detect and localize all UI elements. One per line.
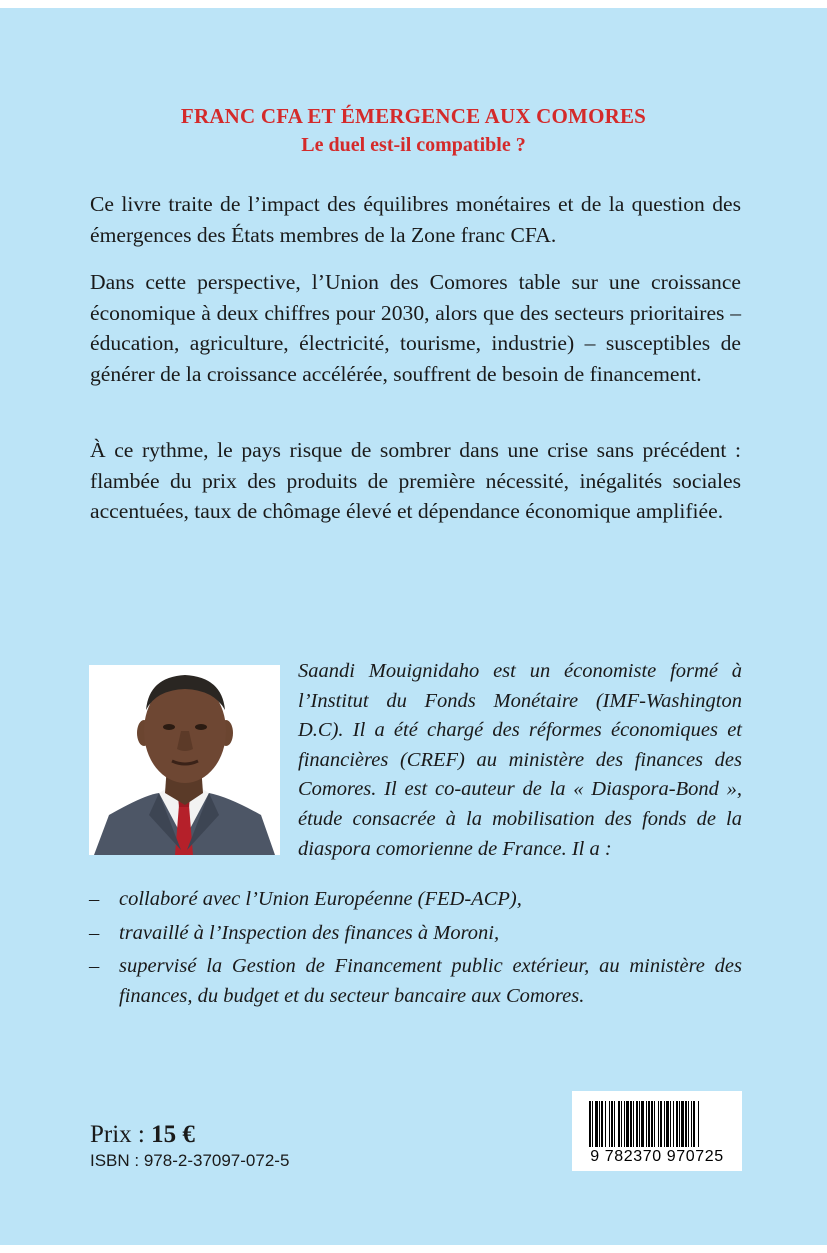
barcode-bar: [698, 1101, 699, 1147]
book-title: FRANC CFA ET ÉMERGENCE AUX COMORES: [180, 104, 647, 128]
barcode-bar: [664, 1101, 665, 1147]
isbn: ISBN : 978-2-37097-072-5: [90, 1151, 290, 1170]
list-item-text: supervisé la Gestion de Financement public extérieur, au ministère des finances, du budget et du secteur bancaire aux Comores.: [119, 955, 742, 1007]
barcode-bar: [691, 1101, 692, 1147]
barcode-bar: [633, 1101, 634, 1147]
book-subtitle: Le duel est-il compatible ?: [301, 134, 526, 156]
barcode-bar: [679, 1101, 680, 1147]
barcode-bar: [605, 1101, 606, 1147]
barcode-bar: [595, 1101, 598, 1147]
list-item: [89, 919, 742, 949]
barcode-bar: [673, 1101, 674, 1147]
back-cover: [0, 8, 827, 1245]
barcode-bar: [670, 1101, 671, 1147]
barcode-bar: [666, 1101, 669, 1147]
barcode-bar: [614, 1101, 615, 1147]
barcode-bar: [660, 1101, 662, 1147]
barcode-bar: [646, 1101, 647, 1147]
barcode-bar: [641, 1101, 644, 1147]
barcode-bar: [681, 1101, 684, 1147]
summary-paragraph-2: Dans cette perspective, l’Union des Comores table sur une croissance économique à deux chiffres pour 2030, alors que des secteurs prioritaires – éducation, agriculture, électricité, tourisme, industrie) – susceptibles de générer de la croissance accélérée, souffrent de besoin de financement.: [90, 270, 741, 386]
price: [90, 1120, 195, 1150]
barcode-bar: [688, 1101, 689, 1147]
author-bio: Saandi Mouignidaho est un économiste formé à l’Institut du Fonds Monétaire (IMF-Washington D.C). Il a été chargé des réformes économiques et financières (CREF) au ministère des finances des Comores. Il est co-auteur de la « Diaspora-Bond », étude consacrée à la mobilisation des fonds de la diaspora comorienne de France. Il a :: [298, 660, 742, 860]
barcode-bar: [621, 1101, 622, 1147]
barcode-bar: [658, 1101, 659, 1147]
barcode-bar: [626, 1101, 629, 1147]
author-achievements-list: [89, 885, 742, 1015]
list-item-text: travaillé à l’Inspection des finances à Moroni,: [119, 921, 500, 944]
summary-paragraph-1: Ce livre traite de l’impact des équilibres monétaires et de la question des émergences des États membres de la Zone franc CFA.: [90, 192, 741, 247]
author-portrait: [89, 665, 280, 855]
barcode: [572, 1091, 742, 1171]
barcode-bar: [676, 1101, 678, 1147]
barcode-bar: [636, 1101, 638, 1147]
list-dash: –: [89, 888, 100, 910]
barcode-bar: [693, 1101, 695, 1147]
barcode-bar: [589, 1101, 591, 1147]
list-dash: –: [89, 921, 100, 944]
list-item: [89, 952, 742, 1011]
author-portrait-drawing: [89, 665, 280, 855]
barcode-bar: [651, 1101, 653, 1147]
barcode-bar: [639, 1101, 640, 1147]
barcode-bar: [609, 1101, 610, 1147]
barcode-bar: [685, 1101, 687, 1147]
barcode-bar: [618, 1101, 620, 1147]
barcode-bar: [648, 1101, 650, 1147]
barcode-bar: [611, 1101, 613, 1147]
summary-paragraph-3: À ce rythme, le pays risque de sombrer dans une crise sans précédent : flambée du prix des produits de première nécessité, inégalités sociales accentuées, taux de chômage élevé et dépendance économique amplifiée.: [90, 438, 741, 524]
barcode-bar: [601, 1101, 603, 1147]
price-label: Prix :: [90, 1121, 145, 1148]
list-item-text: collaboré avec l’Union Européenne (FED-ACP),: [119, 888, 522, 910]
list-dash: –: [89, 955, 100, 978]
list-item: [89, 885, 742, 915]
barcode-bars: [572, 1091, 742, 1151]
barcode-bar: [654, 1101, 655, 1147]
barcode-bar: [599, 1101, 600, 1147]
barcode-bar: [592, 1101, 593, 1147]
price-value: 15 €: [151, 1121, 195, 1148]
barcode-digits: 9 782370 970725: [590, 1148, 724, 1165]
barcode-bar: [630, 1101, 632, 1147]
barcode-bar: [624, 1101, 625, 1147]
